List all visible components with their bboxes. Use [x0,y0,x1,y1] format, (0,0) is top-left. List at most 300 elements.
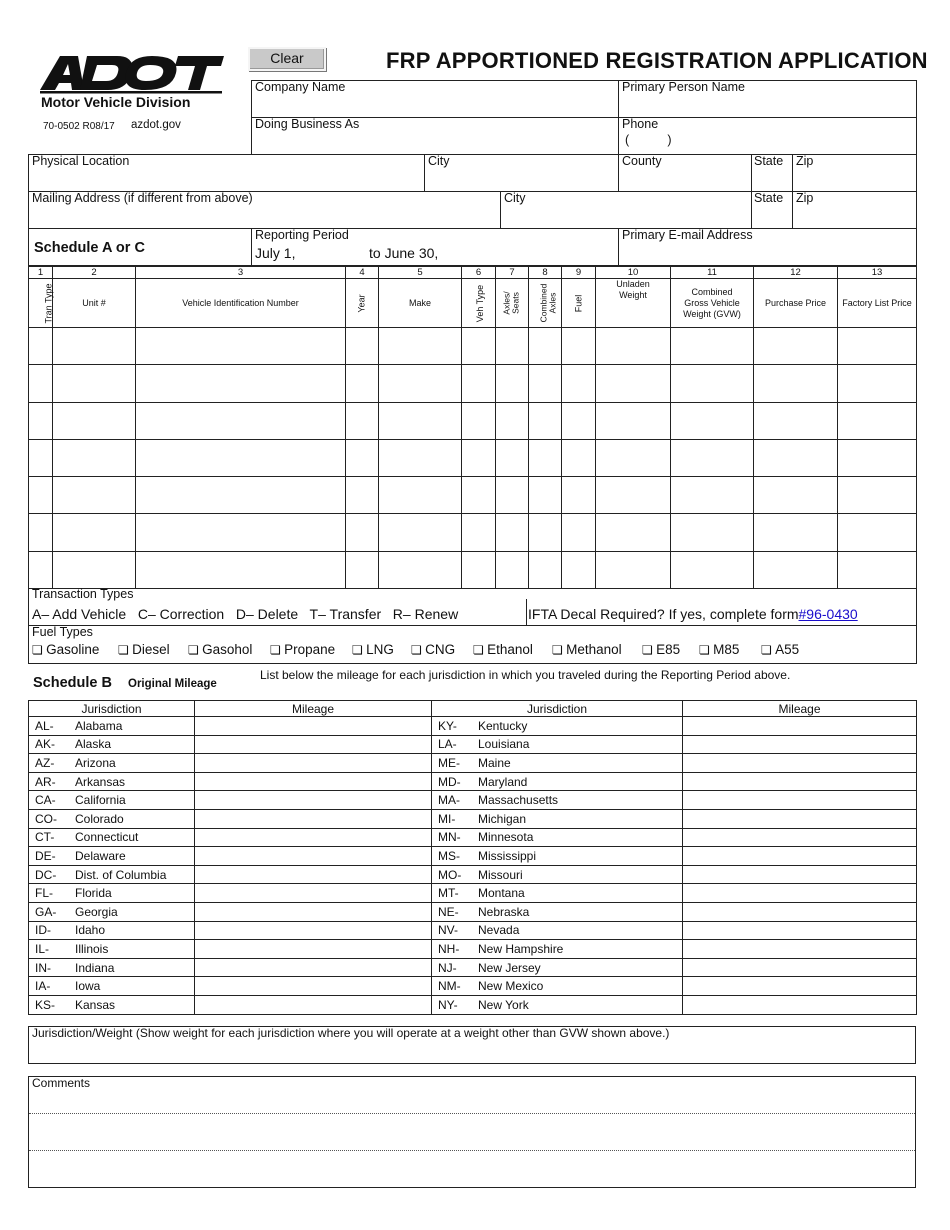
header-unladen [596,279,671,328]
vehicle-cell[interactable] [462,439,496,476]
ifta-question [528,606,858,622]
vehicle-cell[interactable] [379,402,462,439]
mileage-input[interactable] [683,884,917,903]
mileage-input[interactable] [683,995,917,1014]
vehicle-cell[interactable] [379,477,462,514]
mileage-input[interactable] [683,717,917,736]
header-combined-axles [529,279,562,328]
primary-person-field[interactable]: Primary Person Name [622,80,745,94]
mailing-city-field[interactable]: City [504,191,526,205]
jurisdiction-code: ME- [438,755,460,770]
mileage-input[interactable] [683,958,917,977]
fuel-option[interactable] [188,642,252,657]
vehicle-cell[interactable] [346,328,379,365]
mileage-input[interactable] [195,865,432,884]
header-mileage: Mileage [683,701,917,717]
jurisdiction-code: AR- [35,774,56,789]
jurisdiction-code: CT- [35,830,55,845]
header-text: Combined [691,286,733,297]
vehicle-cell[interactable] [136,514,346,551]
vehicle-cell[interactable] [496,402,529,439]
vehicle-cell[interactable] [596,365,671,402]
state-field[interactable]: State [754,154,784,168]
col-num: 3 [136,266,346,279]
jurisdiction-cell [432,902,683,921]
jurisdiction-code: MS- [438,848,460,863]
vehicle-cell[interactable] [562,365,596,402]
vehicle-cell[interactable] [462,514,496,551]
vehicle-cell[interactable] [53,328,136,365]
header-text: Combined [538,283,549,322]
phone-format: ( ) [625,133,672,147]
jurisdiction-code: NE- [438,904,459,919]
vehicle-cell[interactable] [596,477,671,514]
vehicle-cell[interactable] [596,514,671,551]
jurisdiction-code: IN- [35,960,51,975]
jurisdiction-cell [432,735,683,754]
mileage-input[interactable] [683,828,917,847]
fuel-option-label: A55 [775,642,800,657]
vehicle-cell[interactable] [29,402,53,439]
jurisdiction-code: AK- [35,737,56,752]
vehicle-cell[interactable] [136,439,346,476]
comments-field[interactable] [28,1076,916,1188]
jurisdiction-code: MD- [438,774,461,789]
jurisdiction-cell [432,884,683,903]
fuel-option[interactable] [761,642,799,657]
jurisdiction-name: Kansas [75,997,116,1012]
mileage-input[interactable] [195,772,432,791]
fuel-option-label: Propane [284,642,336,657]
ifta-form-link[interactable]: #96-0430 [798,606,858,622]
vehicle-cell[interactable] [346,514,379,551]
vehicle-cell[interactable] [596,551,671,588]
dba-field[interactable]: Doing Business As [255,117,360,131]
jurisdiction-cell [29,791,195,810]
mileage-input[interactable] [195,847,432,866]
vehicle-cell[interactable] [754,365,838,402]
header-purchase-price: Purchase Price [754,279,838,328]
checkbox-icon[interactable]: ❏ [411,643,426,657]
vehicle-cell[interactable] [29,439,53,476]
jurisdiction-code: CA- [35,793,56,808]
header-jurisdiction: Jurisdiction [432,701,683,717]
schedule-ac-label: Schedule A or C [34,240,145,256]
mileage-input[interactable] [683,754,917,773]
fuel-option[interactable] [699,642,739,657]
vehicle-cell[interactable] [346,365,379,402]
period-from[interactable]: July 1, [255,245,296,261]
jurisdiction-cell [432,847,683,866]
header-vin: Vehicle Identification Number [136,279,346,328]
vehicle-cell[interactable] [496,328,529,365]
vehicle-cell[interactable] [838,439,917,476]
col-num: 11 [671,266,754,279]
checkbox-icon[interactable]: ❏ [761,643,776,657]
jurisdiction-cell [29,940,195,959]
col-num: 10 [596,266,671,279]
fuel-option[interactable] [270,642,335,657]
company-name-field[interactable]: Company Name [255,80,346,94]
vehicle-cell[interactable] [838,328,917,365]
vehicle-cell[interactable] [529,328,562,365]
vehicle-cell[interactable] [671,514,754,551]
mileage-input[interactable] [683,921,917,940]
vehicle-cell[interactable] [29,551,53,588]
jurisdiction-name: Georgia [75,904,118,919]
division-name: Motor Vehicle Division [41,94,191,110]
jurisdiction-cell [432,977,683,996]
vehicle-cell[interactable] [754,477,838,514]
jurisdiction-name: Delaware [75,848,126,863]
vehicle-cell[interactable] [53,477,136,514]
mileage-header-row [29,701,917,717]
vehicle-cell[interactable] [462,551,496,588]
mileage-row [29,809,917,828]
jurisdiction-code: LA- [438,737,457,752]
vehicle-cell[interactable] [529,402,562,439]
vehicle-cell[interactable] [838,514,917,551]
column-headers [29,279,917,328]
jurisdiction-name: Arkansas [75,774,126,789]
header-year [346,279,379,328]
mileage-row [29,977,917,996]
vehicle-cell[interactable] [529,551,562,588]
jurisdiction-name: Montana [478,886,525,901]
mileage-row [29,921,917,940]
vehicle-cell[interactable] [562,551,596,588]
vehicle-cell[interactable] [596,439,671,476]
header-factory-price: Factory List Price [838,279,917,328]
mileage-input[interactable] [683,809,917,828]
mileage-input[interactable] [683,735,917,754]
vehicle-cell[interactable] [671,551,754,588]
vehicle-table [28,265,917,589]
vehicle-cell[interactable] [562,514,596,551]
vehicle-cell[interactable] [596,402,671,439]
vehicle-cell[interactable] [346,477,379,514]
jurisdiction-cell [29,902,195,921]
vehicle-row [29,514,917,551]
jurisdiction-cell [29,847,195,866]
col-num: 5 [379,266,462,279]
vehicle-cell[interactable] [529,365,562,402]
mailing-address-field[interactable]: Mailing Address (if different from above) [32,191,253,205]
jurisdiction-code: NV- [438,923,459,938]
vehicle-cell[interactable] [462,328,496,365]
jurisdiction-cell [432,921,683,940]
vehicle-cell[interactable] [379,439,462,476]
fuel-option[interactable] [411,642,455,657]
vehicle-cell[interactable] [29,328,53,365]
mileage-input[interactable] [683,940,917,959]
jurisdiction-cell [29,828,195,847]
checkbox-icon[interactable]: ❏ [642,643,657,657]
checkbox-icon[interactable]: ❏ [552,643,567,657]
vehicle-cell[interactable] [562,328,596,365]
vehicle-row [29,551,917,588]
col-num: 13 [838,266,917,279]
header-veh-type [462,279,496,328]
form-number: 70-0502 R08/17 [43,121,115,132]
jurisdiction-name: Michigan [478,811,527,826]
jurisdiction-code: NH- [438,941,460,956]
col-num: 6 [462,266,496,279]
vehicle-cell[interactable] [136,551,346,588]
jurisdiction-name: New Hampshire [478,941,564,956]
header-text: Weight [619,290,647,300]
jurisdiction-name: Connecticut [75,830,139,845]
checkbox-icon[interactable]: ❏ [699,643,714,657]
schedule-b-title: Schedule B [33,675,112,691]
col-num: 4 [346,266,379,279]
jurisdiction-code: NY- [438,997,458,1012]
jurisdiction-name: Dist. of Columbia [75,867,167,882]
header-text: Unladen [616,279,650,289]
jurisdiction-code: AZ- [35,755,55,770]
jurisdiction-name: Kentucky [478,718,528,733]
mileage-input[interactable] [195,884,432,903]
mileage-input[interactable] [195,921,432,940]
vehicle-cell[interactable] [136,402,346,439]
jurisdiction-cell [432,772,683,791]
vehicle-cell[interactable] [462,477,496,514]
mileage-input[interactable] [683,791,917,810]
jurisdiction-code: AL- [35,718,54,733]
mileage-input[interactable] [195,828,432,847]
mileage-input[interactable] [683,977,917,996]
vehicle-cell[interactable] [562,402,596,439]
vehicle-cell[interactable] [754,514,838,551]
jurisdiction-name: Alaska [75,737,112,752]
jurisdiction-code: MA- [438,793,460,808]
vehicle-cell[interactable] [596,328,671,365]
jurisdiction-cell [432,828,683,847]
vehicle-cell[interactable] [496,551,529,588]
jurisdiction-code: MI- [438,811,456,826]
fuel-option-label: E85 [656,642,681,657]
vehicle-cell[interactable] [29,477,53,514]
vehicle-cell[interactable] [53,439,136,476]
vehicle-cell[interactable] [754,439,838,476]
mileage-row [29,995,917,1014]
zip-field[interactable]: Zip [796,154,814,168]
clear-button[interactable]: Clear [248,47,326,71]
col-num: 8 [529,266,562,279]
header-tran-type [29,279,53,328]
jurisdiction-name: Louisiana [478,737,530,752]
mileage-input[interactable] [683,847,917,866]
mileage-input[interactable] [195,735,432,754]
vehicle-cell[interactable] [462,402,496,439]
fuel-option-label: Gasoline [46,642,100,657]
mileage-input[interactable] [195,717,432,736]
jurisdiction-code: MN- [438,830,461,845]
vehicle-cell[interactable] [562,439,596,476]
jurisdiction-name: Alabama [75,718,123,733]
header-text: Axles [547,292,558,313]
jurisdiction-name: Nebraska [478,904,530,919]
county-field[interactable]: County [622,154,662,168]
physical-location-field[interactable]: Physical Location [32,154,130,168]
col-num: 1 [29,266,53,279]
vehicle-cell[interactable] [346,402,379,439]
vehicle-cell[interactable] [29,514,53,551]
jurisdiction-code: IL- [35,941,50,956]
jurisdiction-code: DE- [35,848,56,863]
jurisdiction-cell [432,958,683,977]
transaction-types-list: A– Add Vehicle C– Correction D– Delete T– Transfer R– Renew [32,606,459,622]
jurisdiction-cell [29,977,195,996]
fuel-option-label: Diesel [132,642,170,657]
checkbox-icon[interactable]: ❏ [352,643,367,657]
email-field[interactable]: Primary E-mail Address [622,228,753,242]
vehicle-cell[interactable] [136,328,346,365]
jurisdiction-cell [432,940,683,959]
jurisdiction-code: MT- [438,886,459,901]
vehicle-cell[interactable] [754,551,838,588]
fuel-option-label: Methanol [566,642,622,657]
mileage-input[interactable] [195,940,432,959]
header-text: Axles/ [502,290,512,315]
vehicle-cell[interactable] [496,477,529,514]
header-text: Year [356,293,367,313]
fuel-option[interactable] [352,642,394,657]
vehicle-cell[interactable] [53,514,136,551]
checkbox-icon[interactable]: ❏ [473,643,488,657]
header-text: Gross Vehicle [684,297,740,308]
header-text: Veh Type [475,284,486,322]
checkbox-icon[interactable]: ❏ [32,643,47,657]
jurisdiction-cell [432,809,683,828]
vehicle-cell[interactable] [496,514,529,551]
vehicle-cell[interactable] [379,551,462,588]
jurisdiction-name: California [75,793,126,808]
jurisdiction-cell [29,809,195,828]
jurisdiction-code: NJ- [438,960,457,975]
vehicle-cell[interactable] [754,328,838,365]
jurisdiction-cell [432,791,683,810]
city-field[interactable]: City [428,154,450,168]
jurisdiction-name: Illinois [75,941,109,956]
vehicle-cell[interactable] [671,328,754,365]
mileage-input[interactable] [195,977,432,996]
address-block [28,154,917,267]
vehicle-cell[interactable] [754,402,838,439]
jurisdiction-name: Mississippi [478,848,537,863]
jurisdiction-name: Florida [75,886,112,901]
vehicle-cell[interactable] [529,477,562,514]
vehicle-cell[interactable] [379,514,462,551]
vehicle-cell[interactable] [838,477,917,514]
mileage-input[interactable] [195,902,432,921]
jurisdiction-name: Indiana [75,960,115,975]
jurisdiction-name: Arizona [75,755,116,770]
mailing-state-field[interactable]: State [754,191,784,205]
checkbox-icon[interactable]: ❏ [118,643,133,657]
mileage-input[interactable] [195,791,432,810]
jurisdiction-name: Colorado [75,811,124,826]
vehicle-cell[interactable] [379,365,462,402]
vehicle-cell[interactable] [136,477,346,514]
vehicle-cell[interactable] [671,439,754,476]
mileage-input[interactable] [195,809,432,828]
jurisdiction-code: CO- [35,811,57,826]
jurisdiction-name: Nevada [478,923,520,938]
fuel-option[interactable] [473,642,533,657]
checkbox-icon[interactable]: ❏ [188,643,203,657]
vehicle-cell[interactable] [671,365,754,402]
jurisdiction-cell [29,995,195,1014]
header-axles-seats [496,279,529,328]
mileage-row [29,847,917,866]
jurisdiction-cell [432,865,683,884]
fuel-option-label: M85 [713,642,740,657]
vehicle-row [29,402,917,439]
jurisdiction-cell [29,958,195,977]
vehicle-cell[interactable] [838,365,917,402]
mileage-input[interactable] [683,772,917,791]
phone-field[interactable]: Phone [622,117,659,131]
jurisdiction-cell [29,772,195,791]
form-title: FRP APPORTIONED REGISTRATION APPLICATION [386,48,928,73]
fuel-option[interactable] [552,642,622,657]
vehicle-cell[interactable] [671,402,754,439]
jurisdiction-code: ID- [35,923,51,938]
vehicle-cell[interactable] [671,477,754,514]
vehicle-cell[interactable] [496,439,529,476]
header-text: Seats [511,291,521,314]
vehicle-cell[interactable] [53,365,136,402]
col-num: 12 [754,266,838,279]
header-mileage: Mileage [195,701,432,717]
vehicle-cell[interactable] [838,551,917,588]
fuel-option[interactable] [32,642,99,657]
mileage-row [29,940,917,959]
jurisdiction-code: DC- [35,867,57,882]
checkbox-icon[interactable]: ❏ [270,643,285,657]
vehicle-cell[interactable] [562,477,596,514]
fuel-option[interactable] [118,642,170,657]
vehicle-cell[interactable] [136,365,346,402]
mileage-input[interactable] [683,865,917,884]
vehicle-cell[interactable] [346,551,379,588]
vehicle-cell[interactable] [462,365,496,402]
mailing-zip-field[interactable]: Zip [796,191,814,205]
vehicle-cell[interactable] [53,402,136,439]
mileage-input[interactable] [195,754,432,773]
vehicle-cell[interactable] [379,328,462,365]
mileage-input[interactable] [195,958,432,977]
vehicle-cell[interactable] [529,514,562,551]
jurisdiction-name: Maryland [478,774,528,789]
vehicle-cell[interactable] [529,439,562,476]
header-jurisdiction: Jurisdiction [29,701,195,717]
mileage-row [29,828,917,847]
period-to[interactable]: to June 30, [369,245,439,261]
fuel-option[interactable] [642,642,680,657]
vehicle-cell[interactable] [29,365,53,402]
vehicle-cell[interactable] [838,402,917,439]
mileage-input[interactable] [195,995,432,1014]
vehicle-cell[interactable] [496,365,529,402]
vehicle-row [29,439,917,476]
column-numbers [29,266,917,279]
vehicle-cell[interactable] [53,551,136,588]
website: azdot.gov [131,119,181,131]
mileage-input[interactable] [683,902,917,921]
vehicle-cell[interactable] [346,439,379,476]
